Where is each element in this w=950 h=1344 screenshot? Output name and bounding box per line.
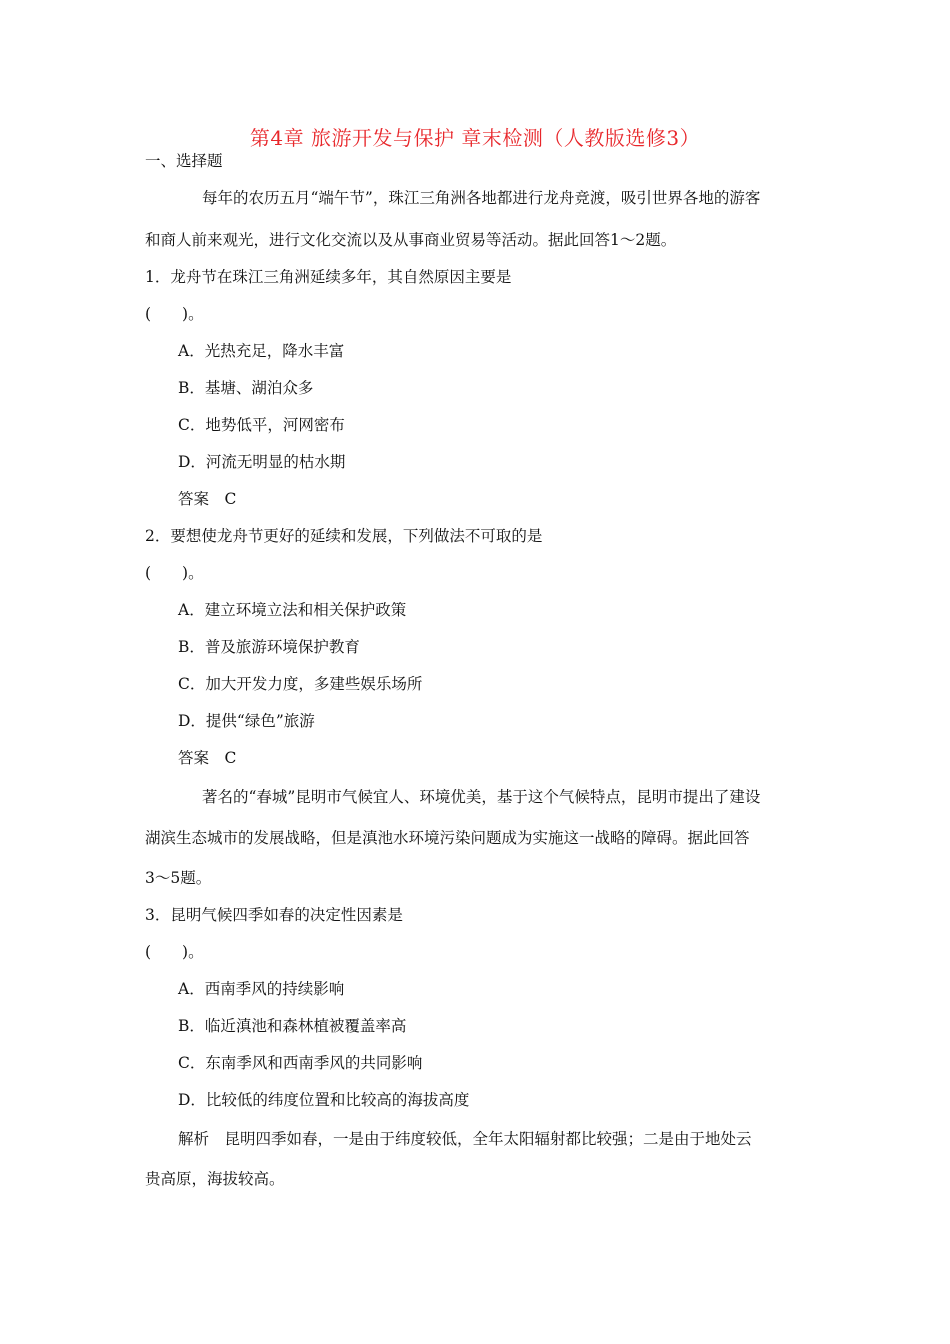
q3-blank: ( )。 — [145, 943, 204, 961]
q1-option-b: B．基塘、湖泊众多 — [178, 379, 314, 397]
q1-blank: ( )。 — [145, 305, 204, 323]
q3-option-c: C．东南季风和西南季风的共同影响 — [178, 1054, 423, 1072]
q3-option-b: B．临近滇池和森林植被覆盖率高 — [178, 1017, 407, 1035]
q3-option-d: D．比较低的纬度位置和比较高的海拔高度 — [178, 1091, 470, 1109]
q2-stem: 2．要想使龙舟节更好的延续和发展，下列做法不可取的是 — [145, 527, 543, 545]
q3-analysis-line2: 贵高原，海拔较高。 — [145, 1170, 285, 1188]
intro1-line1: 每年的农历五月“端午节”，珠江三角洲各地都进行龙舟竞渡，吸引世界各地的游客 — [202, 189, 761, 207]
q1-option-a: A．光热充足，降水丰富 — [178, 342, 345, 360]
q1-answer: 答案 C — [178, 490, 237, 508]
intro1-line2: 和商人前来观光，进行文化交流以及从事商业贸易等活动。据此回答1～2题。 — [145, 231, 677, 249]
q2-option-d: D．提供“绿色”旅游 — [178, 712, 315, 730]
q2-option-b: B．普及旅游环境保护教育 — [178, 638, 360, 656]
q3-analysis-line1: 解析 昆明四季如春，一是由于纬度较低，全年太阳辐射都比较强；二是由于地处云 — [178, 1130, 752, 1148]
intro2-line3: 3～5题。 — [145, 869, 212, 887]
q2-answer: 答案 C — [178, 749, 237, 767]
document-title: 第4章 旅游开发与保护 章末检测（人教版选修3） — [249, 126, 701, 150]
q1-option-c: C．地势低平，河网密布 — [178, 416, 345, 434]
q2-option-c: C．加大开发力度，多建些娱乐场所 — [178, 675, 423, 693]
q2-blank: ( )。 — [145, 564, 204, 582]
q3-stem: 3．昆明气候四季如春的决定性因素是 — [145, 906, 403, 924]
q1-stem: 1．龙舟节在珠江三角洲延续多年，其自然原因主要是 — [145, 268, 512, 286]
q2-option-a: A．建立环境立法和相关保护政策 — [178, 601, 407, 619]
q1-option-d: D．河流无明显的枯水期 — [178, 453, 346, 471]
q3-option-a: A．西南季风的持续影响 — [178, 980, 345, 998]
section-heading: 一、选择题 — [145, 152, 223, 170]
intro2-line1: 著名的“春城”昆明市气候宜人、环境优美，基于这个气候特点，昆明市提出了建设 — [202, 788, 761, 806]
intro2-line2: 湖滨生态城市的发展战略，但是滇池水环境污染问题成为实施这一战略的障碍。据此回答 — [145, 829, 750, 847]
